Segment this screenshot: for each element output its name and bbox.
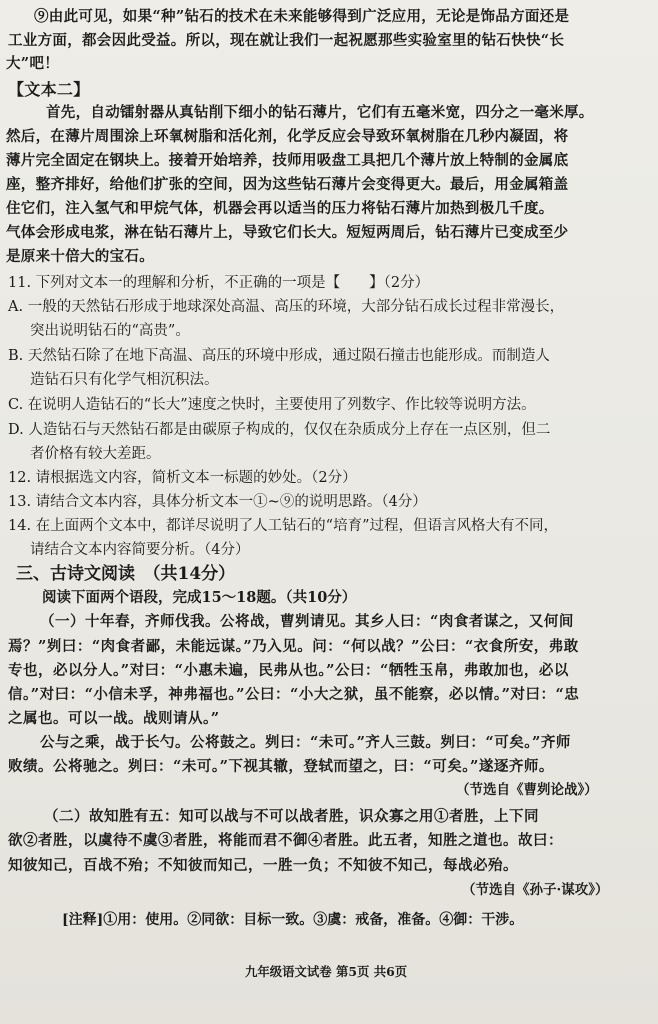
paragraph-9-line-1: ⑨由此可见，如果“种”钻石的技术在未来能够得到广泛应用，无论是饰品方面还是: [34, 8, 570, 25]
question-11: 11. 下列对文本一的理解和分析，不正确的一项是【 】（2分）: [8, 275, 430, 291]
passage-1-line-5: 之属也。可以一战。战则请从。”: [8, 710, 220, 727]
section-3-instruction: 阅读下面两个语段，完成15～18题。（共10分）: [42, 589, 357, 606]
passage-2-source: （节选自《孙子·谋攻》）: [462, 882, 609, 898]
text2-line-1: 首先，自动镭射器从真钻削下细小的钻石薄片，它们有五毫米宽，四分之一毫米厚。: [46, 104, 594, 121]
text2-line-4: 座，整齐排好，给他们扩张的空间，因为这些钻石薄片会变得更大。最后，用金属箱盖: [6, 176, 569, 193]
option-d-line-1: D. 人造钻石与天然钻石都是由碳原子构成的，仅仅在杂质成分上存在一点区别，但二: [8, 422, 551, 438]
page-footer: 九年级语文试卷 第5页 共6页: [244, 964, 408, 979]
passage-1-line-4: 信。”对曰：“小信未孚，神弗福也。”公曰：“小大之狱，虽不能察，必以情。”对曰：“忠: [8, 686, 580, 703]
text2-line-2: 然后，在薄片周围涂上环氧树脂和活化剂，化学反应会导致环氧树脂在几秒内凝固，将: [6, 128, 569, 145]
question-14-line-1: 14. 在上面两个文本中，都详尽说明了人工钻石的“培育”过程，但语言风格大有不同，: [8, 518, 558, 534]
text2-line-7: 是原来十倍大的宝石。: [6, 248, 154, 265]
option-b-line-1: B. 天然钻石除了在地下高温、高压的环境中形成，通过陨石撞击也能形成。而制造人: [8, 348, 550, 364]
section-3-title: 三、古诗文阅读 （共14分）: [16, 564, 236, 584]
passage-1-line-7: 败绩。公将驰之。刿曰：“未可。”下视其辙，登轼而望之，曰：“可矣。”遂逐齐师。: [8, 758, 554, 775]
option-d-line-2: 者价格有较大差距。: [30, 446, 161, 462]
text2-header: 【文本二】: [8, 80, 90, 99]
passage-1-line-1: （一）十年春，齐师伐我。公将战，曹刿请见。其乡人曰：“肉食者谋之，又何间: [40, 613, 574, 630]
option-c: C. 在说明人造钻石的“长大”速度之快时，主要使用了列数字、作比较等说明方法。: [8, 397, 536, 413]
passage-2-line-2: 欲②者胜，以虞待不虞③者胜，将能而君不御④者胜。此五者，知胜之道也。故曰：: [8, 832, 563, 849]
passage-1-source: （节选自《曹刿论战》）: [456, 782, 598, 798]
paragraph-9-line-2: 工业方面，都会因此受益。所以，现在就让我们一起祝愿那些实验室里的钻石快快“长: [8, 32, 565, 49]
option-b-line-2: 造钻石只有化学气相沉积法。: [30, 372, 219, 388]
question-14-line-2: 请结合文本内容简要分析。（4分）: [30, 542, 250, 558]
question-12: 12. 请根据选文内容，简析文本一标题的妙处。（2分）: [8, 470, 357, 486]
option-a-line-1: A. 一般的天然钻石形成于地球深处高温、高压的环境，大部分钻石成长过程非常漫长，: [8, 299, 565, 315]
annotations: [注释]①用：使用。②同欲：目标一致。③虞：戒备，准备。④御：干涉。: [62, 912, 524, 928]
passage-1-line-6: 公与之乘，战于长勺。公将鼓之。刿曰：“未可。”齐人三鼓。刿曰：“可矣。”齐师: [40, 734, 571, 751]
passage-2-line-3: 知彼知己，百战不殆；不知彼而知己，一胜一负；不知彼不知己，每战必殆。: [8, 857, 518, 874]
paragraph-9-line-3: 大”吧！: [6, 55, 60, 72]
passage-1-line-2: 焉？”刿曰：“肉食者鄙，未能远谋。”乃入见。问：“何以战？”公曰：“衣食所安，弗敢: [8, 638, 579, 655]
passage-2-line-1: （二）故知胜有五：知可以战与不可以战者胜，识众寡之用①者胜，上下同: [44, 808, 539, 825]
passage-1-line-3: 专也，必以分人。”对曰：“小惠未遍，民弗从也。”公曰：“牺牲玉帛，弗敢加也，必以: [8, 662, 569, 679]
text2-line-6: 气体会形成电浆，淋在钻石薄片上，导致它们长大。短短两周后，钻石薄片已变成至少: [6, 224, 569, 241]
option-a-line-2: 突出说明钻石的“高贵”。: [30, 323, 190, 339]
text2-line-3: 薄片完全固定在钢块上。接着开始培养，技师用吸盘工具把几个薄片放上特制的金属底: [6, 152, 569, 169]
text2-line-5: 住它们，注入氢气和甲烷气体，机器会再以适当的压力将钻石薄片加热到极几千度。: [6, 200, 554, 217]
question-13: 13. 请结合文本内容，具体分析文本一①~⑨的说明思路。（4分）: [8, 494, 427, 510]
